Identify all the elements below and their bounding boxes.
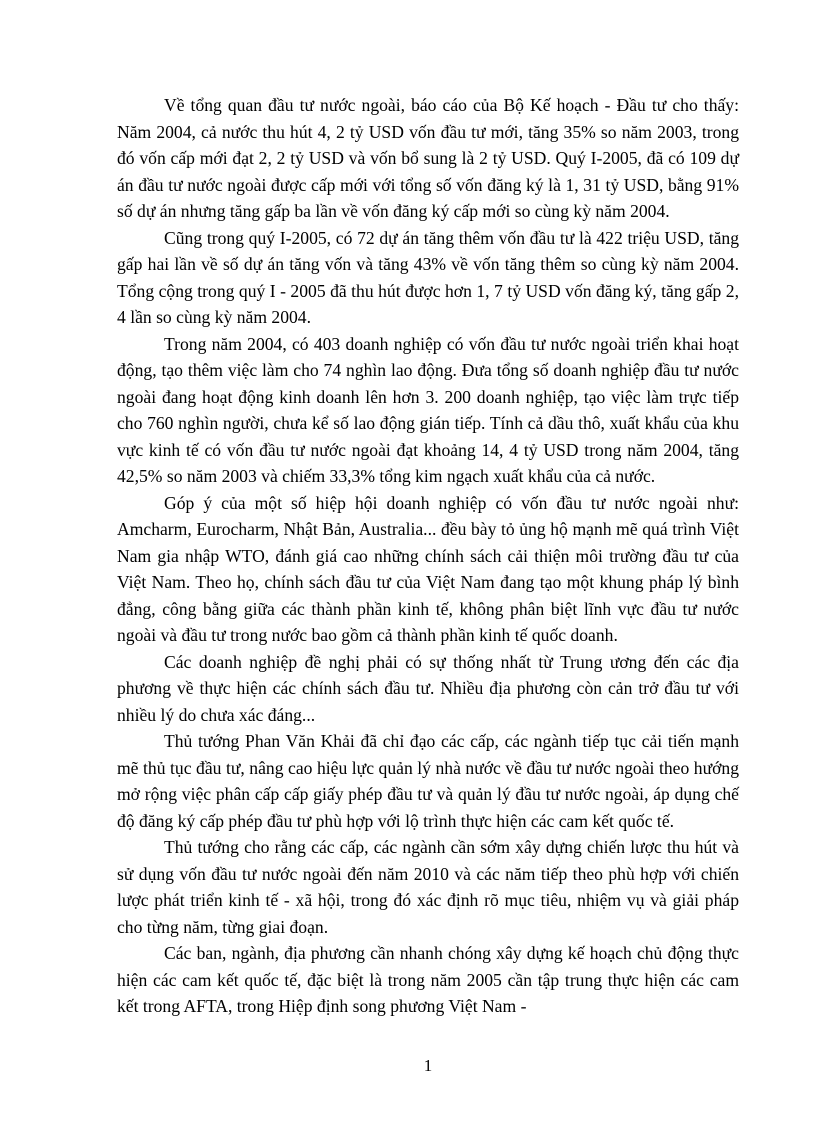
paragraph-7: Thủ tướng cho rằng các cấp, các ngành cần sớm xây dựng chiến lược thu hút và sử dụng vốn đầu tư nước ngoài đến năm 2010 và các năm tiếp theo phù hợp với chiến lược phát triển kinh tế - xã hội, trong đó xác định rõ mục tiêu, nhiệm vụ và giải pháp cho từng năm, từng giai đoạn. bbox=[117, 837, 739, 937]
page-number: 1 bbox=[423, 1056, 433, 1075]
paragraph-4: Góp ý của một số hiệp hội doanh nghiệp có vốn đầu tư nước ngoài như: Amcharm, Eurocharm, Nhật Bản, Australia... đều bày tỏ ủng hộ mạnh mẽ quá trình Việt Nam gia nhập WTO, đánh giá cao những chính sách cải thiện môi trường đầu tư của Việt Nam. Theo họ, chính sách đầu tư của Việt Nam đang tạo một khung pháp lý bình đẳng, công bằng giữa các thành phần kinh tế, không phân biệt lĩnh vực đầu tư nước ngoài và đầu tư trong nước bao gồm cả thành phần kinh tế quốc doanh. bbox=[117, 492, 739, 645]
paragraph-3: Trong năm 2004, có 403 doanh nghiệp có vốn đầu tư nước ngoài triển khai hoạt động, tạo thêm việc làm cho 74 nghìn lao động. Đưa tổng số doanh nghiệp đầu tư nước ngoài đang hoạt động kinh doanh lên hơn 3. 200 doanh nghiệp, tạo việc làm trực tiếp cho 760 nghìn người, chưa kể số lao động gián tiếp. Tính cả dầu thô, xuất khẩu của khu vực kinh tế có vốn đầu tư nước ngoài đạt khoảng 14, 4 tỷ USD trong năm 2004, tăng 42,5% so năm 2003 và chiếm 33,3% tổng kim ngạch xuất khẩu của cả nước. bbox=[117, 333, 739, 486]
paragraph-5: Các doanh nghiệp đề nghị phải có sự thống nhất từ Trung ương đến các địa phương về thực hiện các chính sách đầu tư. Nhiều địa phương còn cản trở đầu tư với nhiều lý do chưa xác đáng... bbox=[117, 651, 739, 725]
paragraph-8: Các ban, ngành, địa phương cần nhanh chóng xây dựng kế hoạch chủ động thực hiện các cam kết quốc tế, đặc biệt là trong năm 2005 cần tập trung thực hiện các cam kết trong AFTA, trong Hiệp định song phương Việt Nam - bbox=[117, 943, 739, 1016]
paragraph-1: Về tổng quan đầu tư nước ngoài, báo cáo của Bộ Kế hoạch - Đầu tư cho thấy: Năm 2004, cả nước thu hút 4, 2 tỷ USD vốn đầu tư mới, tăng 35% so năm 2003, trong đó vốn cấp mới đạt 2, 2 tỷ USD và vốn bổ sung là 2 tỷ USD. Quý I-2005, đã có 109 dự án đầu tư nước ngoài được cấp mới với tổng số vốn đăng ký là 1, 31 tỷ USD, bằng 91% số dự án nhưng tăng gấp ba lần về vốn đăng ký cấp mới so cùng kỳ năm 2004. bbox=[117, 95, 739, 221]
paragraph-2: Cũng trong quý I-2005, có 72 dự án tăng thêm vốn đầu tư là 422 triệu USD, tăng gấp hai lần về số dự án tăng vốn và tăng 43% về vốn tăng thêm so cùng kỳ năm 2004. Tổng cộng trong quý I - 2005 đã thu hút được hơn 1, 7 tỷ USD vốn đăng ký, tăng gấp 2, 4 lần so cùng kỳ năm 2004. bbox=[117, 227, 739, 327]
document-body bbox=[117, 92, 739, 1020]
paragraph-6: Thủ tướng Phan Văn Khải đã chỉ đạo các cấp, các ngành tiếp tục cải tiến mạnh mẽ thủ tục đầu tư, nâng cao hiệu lực quản lý nhà nước về đầu tư nước ngoài theo hướng mở rộng việc phân cấp cấp giấy phép đầu tư và quản lý đầu tư nước ngoài, áp dụng chế độ đăng ký cấp phép đầu tư phù hợp với lộ trình thực hiện các cam kết quốc tế. bbox=[117, 731, 739, 831]
